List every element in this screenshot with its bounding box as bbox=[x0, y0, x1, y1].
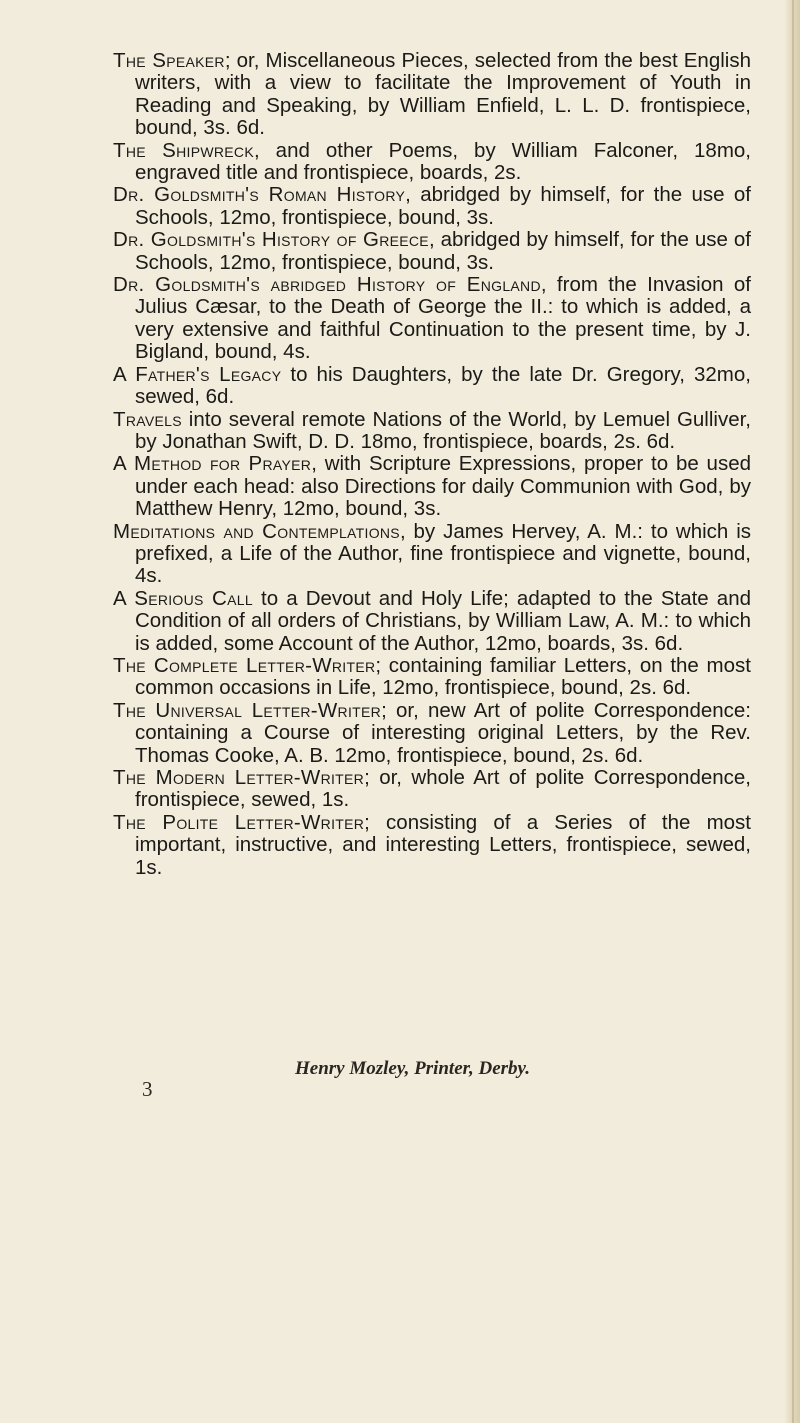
entry-text: ; consisting of a Series of the most important, instructive, and interesting Letters, frontispiece, sewed, 1s. bbox=[135, 810, 751, 879]
list-item bbox=[113, 521, 751, 588]
entry-title: Travels bbox=[113, 407, 182, 431]
list-item bbox=[113, 364, 751, 409]
entry-text: , from the Invasion of Julius Cæsar, to the Death of George the II.: to which is added, a very extensive and faithful Continuation to the present time, by J. Bigland, bound, 4s. bbox=[135, 273, 751, 364]
entry-text: , abridged by himself, for the use of Schools, 12mo, frontispiece, bound, 3s. bbox=[135, 183, 752, 229]
list-item bbox=[113, 812, 751, 879]
entry-text: to a Devout and Holy Life; adapted to the State and Condition of all orders of Christians, by William Law, A. M.: to which is added, some Account of the Author, 12mo, boards, 3s. 6d. bbox=[135, 586, 751, 655]
entry-title: A Father's Legacy bbox=[113, 362, 282, 386]
printer-imprint: Henry Mozley, Printer, Derby. bbox=[295, 1058, 531, 1079]
entry-title: The Shipwreck bbox=[113, 138, 254, 162]
entry-text: , abridged by himself, for the use of Schools, 12mo, frontispiece, bound, 3s. bbox=[135, 228, 751, 274]
entry-title: The Modern Letter-Writer bbox=[113, 766, 365, 789]
entry-text: , with Scripture Expressions, proper to be used under each head: also Directions for daily Communion with God, by Matthew Henry, 12mo, bound, 3s. bbox=[135, 452, 752, 521]
entry-title: The Universal Letter-Writer bbox=[113, 698, 382, 722]
book-advertisement-list bbox=[113, 50, 751, 879]
entry-text: ; containing familiar Letters, on the most common occasions in Life, 12mo, frontispiece, bound, 2s. 6d. bbox=[135, 653, 751, 700]
entry-text: to his Daughters, by the late Dr. Gregory, 32mo, sewed, 6d. bbox=[135, 362, 751, 409]
list-item bbox=[113, 409, 751, 454]
list-item bbox=[113, 700, 751, 767]
list-item bbox=[113, 50, 751, 140]
entry-title: Dr. Goldsmith's abridged History of England bbox=[113, 273, 541, 297]
list-item bbox=[113, 767, 751, 812]
entry-title: Dr. Goldsmith's History of Greece bbox=[113, 228, 429, 252]
list-item bbox=[113, 453, 751, 520]
list-item bbox=[113, 140, 751, 185]
entry-title: Meditations and Contemplations bbox=[113, 519, 400, 543]
list-item bbox=[113, 588, 751, 655]
entry-title: The Complete Letter-Writer bbox=[113, 653, 376, 677]
page-edge-line bbox=[792, 0, 794, 1423]
list-item bbox=[113, 229, 751, 274]
entry-title: The Polite Letter-Writer bbox=[113, 810, 365, 834]
entry-text: ; or, whole Art of polite Correspondence, frontispiece, sewed, 1s. bbox=[135, 766, 752, 812]
list-item bbox=[113, 274, 751, 364]
entry-text: , and other Poems, by William Falconer, 18mo, engraved title and frontispiece, boards, 2s. bbox=[135, 138, 751, 185]
entry-text: into several remote Nations of the World, by Lemuel Gulliver, by Jonathan Swift, D. D. 18mo, frontispiece, boards, 2s. 6d. bbox=[135, 407, 751, 453]
entry-text: ; or, new Art of polite Correspondence: containing a Course of interesting original Letters, by the Rev. Thomas Cooke, A. B. 12mo, frontispiece, bound, 2s. 6d. bbox=[135, 698, 751, 767]
entry-title: Dr. Goldsmith's Roman History bbox=[113, 183, 406, 207]
entry-title: A Method for Prayer bbox=[113, 452, 312, 476]
entry-title: The Speaker bbox=[113, 49, 225, 72]
entry-text: , by James Hervey, A. M.: to which is prefixed, a Life of the Author, fine frontispiece and vignette, bound, 4s. bbox=[135, 519, 752, 588]
signature-mark: 3 bbox=[142, 1077, 153, 1101]
entry-title: A Serious Call bbox=[113, 586, 253, 610]
list-item bbox=[113, 184, 751, 229]
list-item bbox=[113, 655, 751, 700]
entry-text: ; or, Miscellaneous Pieces, selected from the best English writers, with a view to facilitate the Improvement of Youth in Reading and Speaking, by William Enfield, L. L. D. frontispiece, bound, 3s. 6d. bbox=[135, 49, 751, 140]
